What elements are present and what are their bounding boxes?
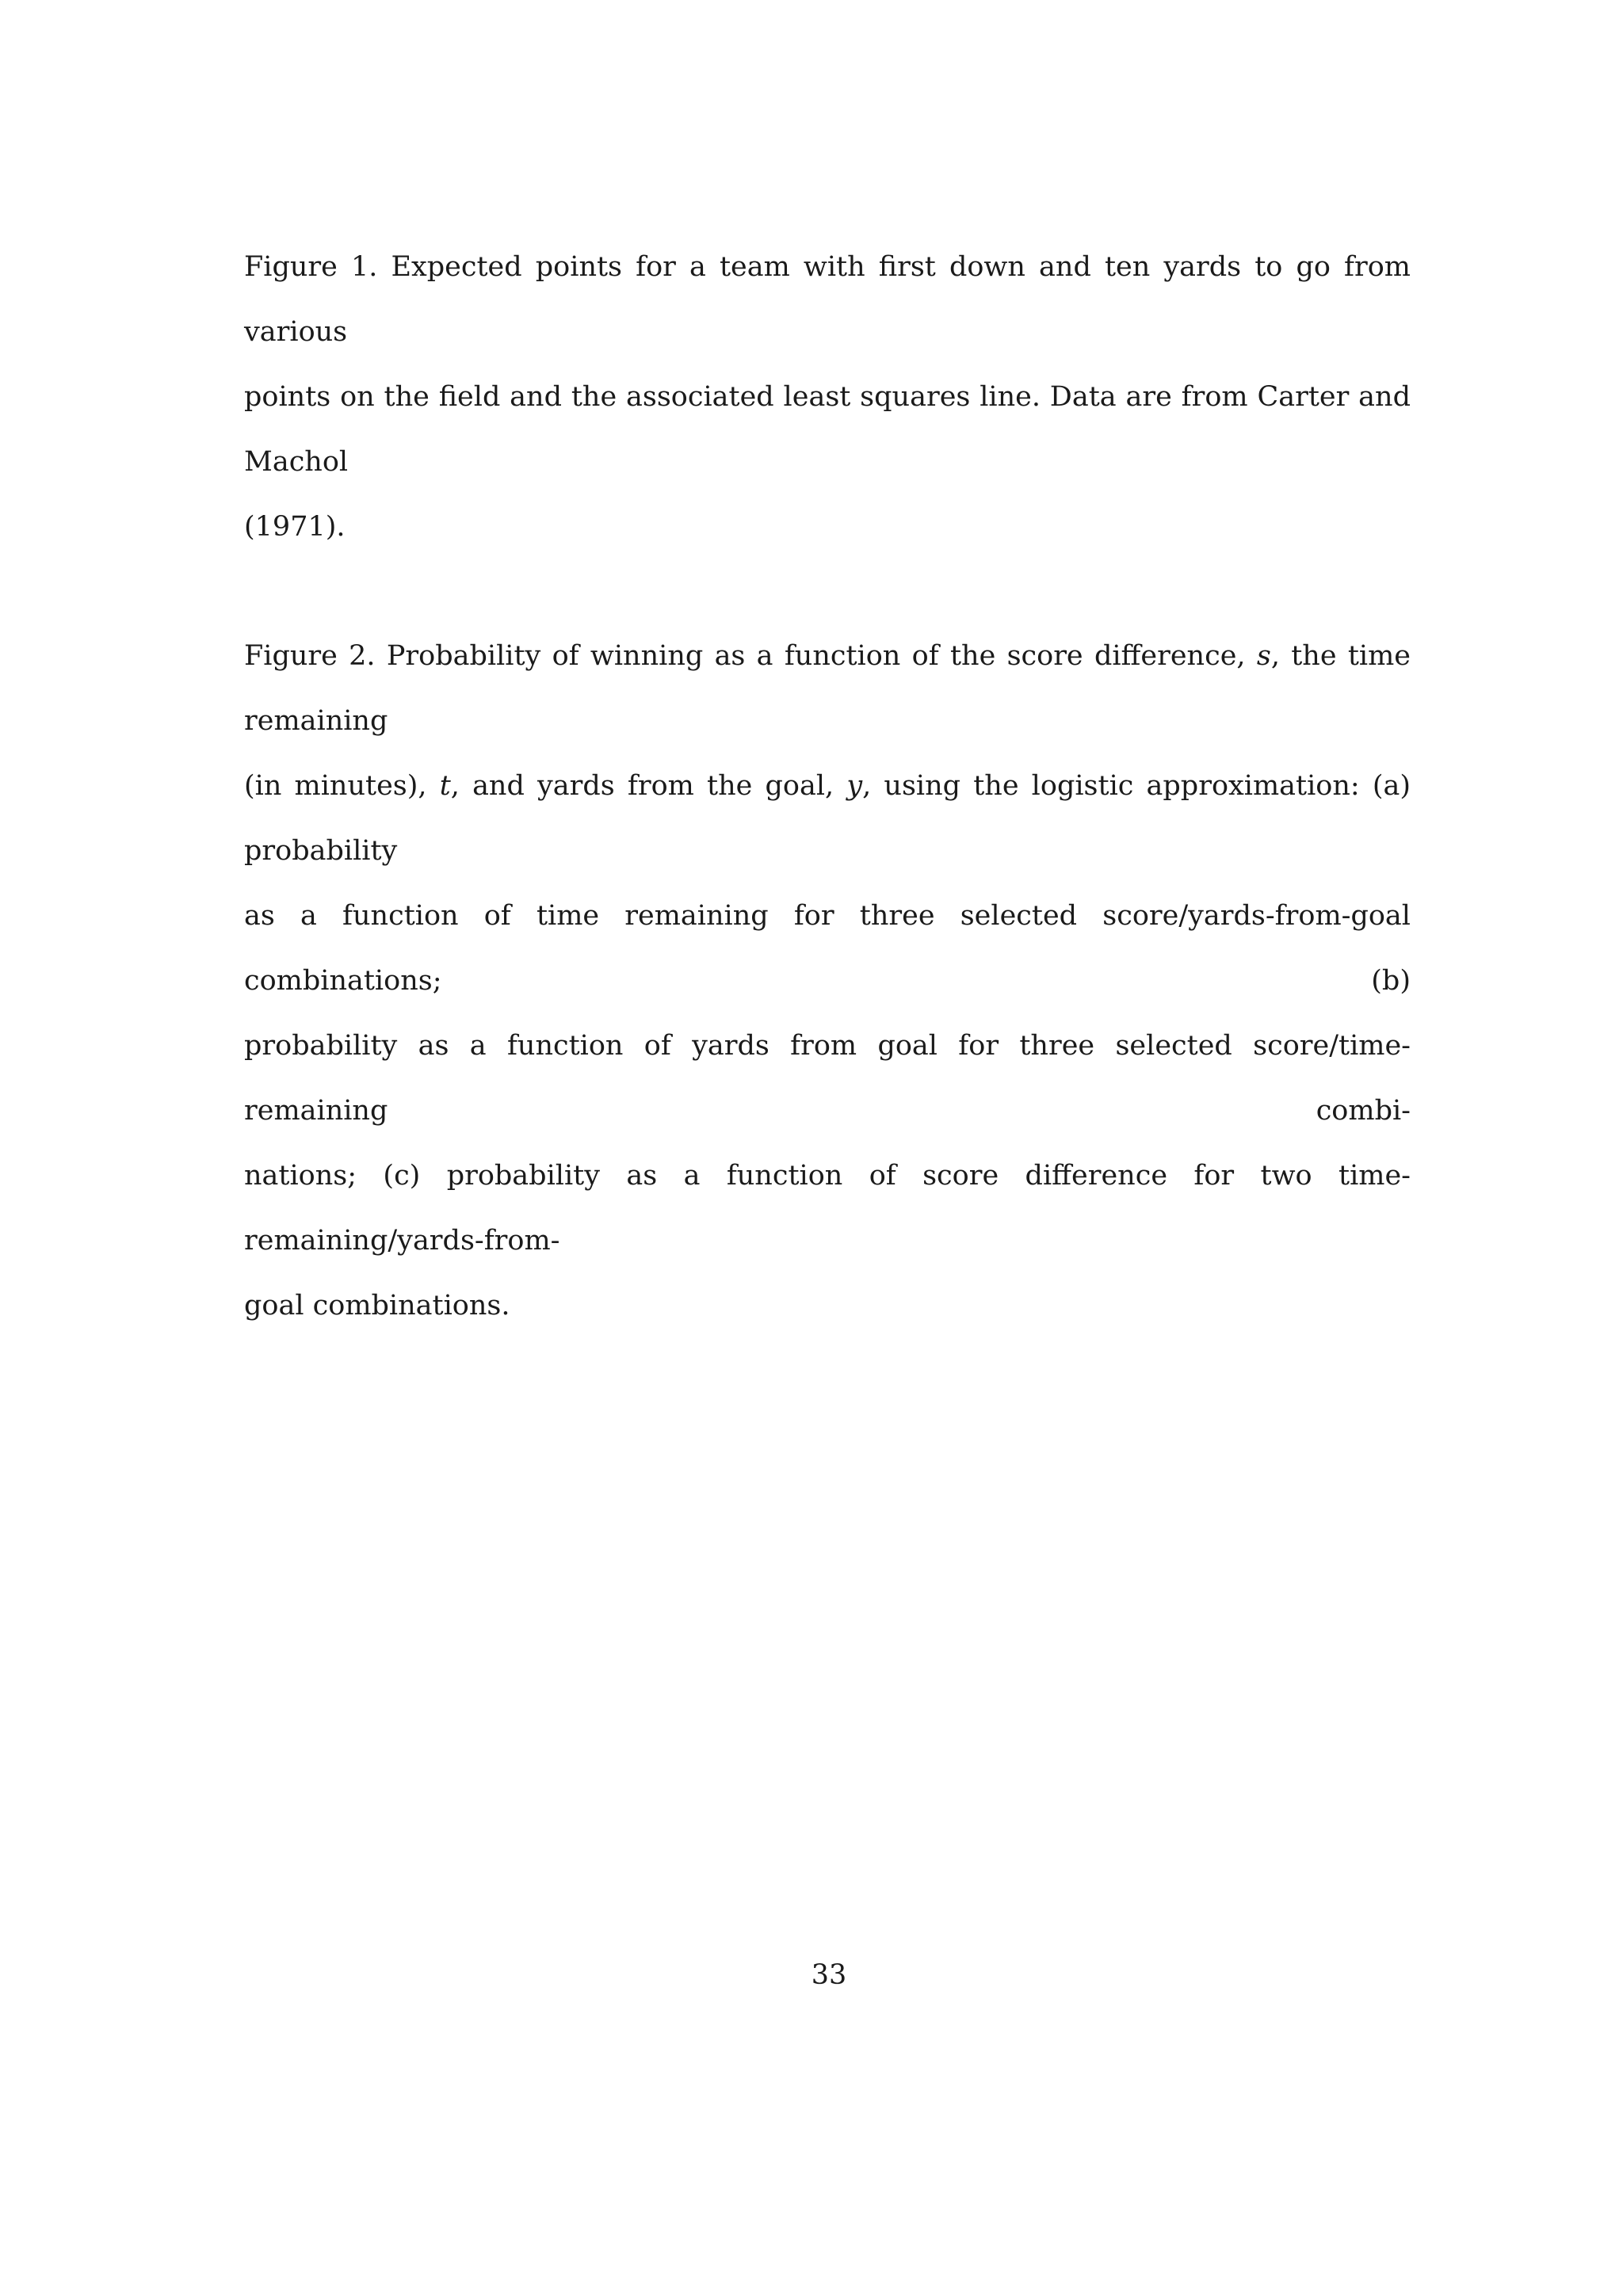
caption-line: (in minutes), t, and yards from the goal, y, using the logistic approximation: (a) probability — [244, 770, 1411, 867]
caption-line: Figure 1. Expected points for a team with first down and ten yards to go from various — [244, 251, 1411, 348]
figure-2-caption — [244, 624, 1411, 1338]
caption-line: points on the field and the associated least squares line. Data are from Carter and Machol — [244, 381, 1411, 478]
caption-line: as a function of time remaining for three selected score/yards-from-goal combinations; (b) — [244, 900, 1411, 997]
page-number: 33 — [811, 1959, 847, 1991]
caption-line: probability as a function of yards from goal for three selected score/time-remaining combi- — [244, 1030, 1411, 1127]
figure-1-caption — [244, 235, 1411, 559]
caption-line: (1971). — [244, 511, 346, 543]
caption-line: goal combinations. — [244, 1290, 510, 1322]
caption-line: Figure 2. Probability of winning as a function of the score difference, s, the time remaining — [244, 640, 1411, 737]
caption-line: nations; (c) probability as a function of score difference for two time-remaining/yards-from- — [244, 1160, 1411, 1257]
